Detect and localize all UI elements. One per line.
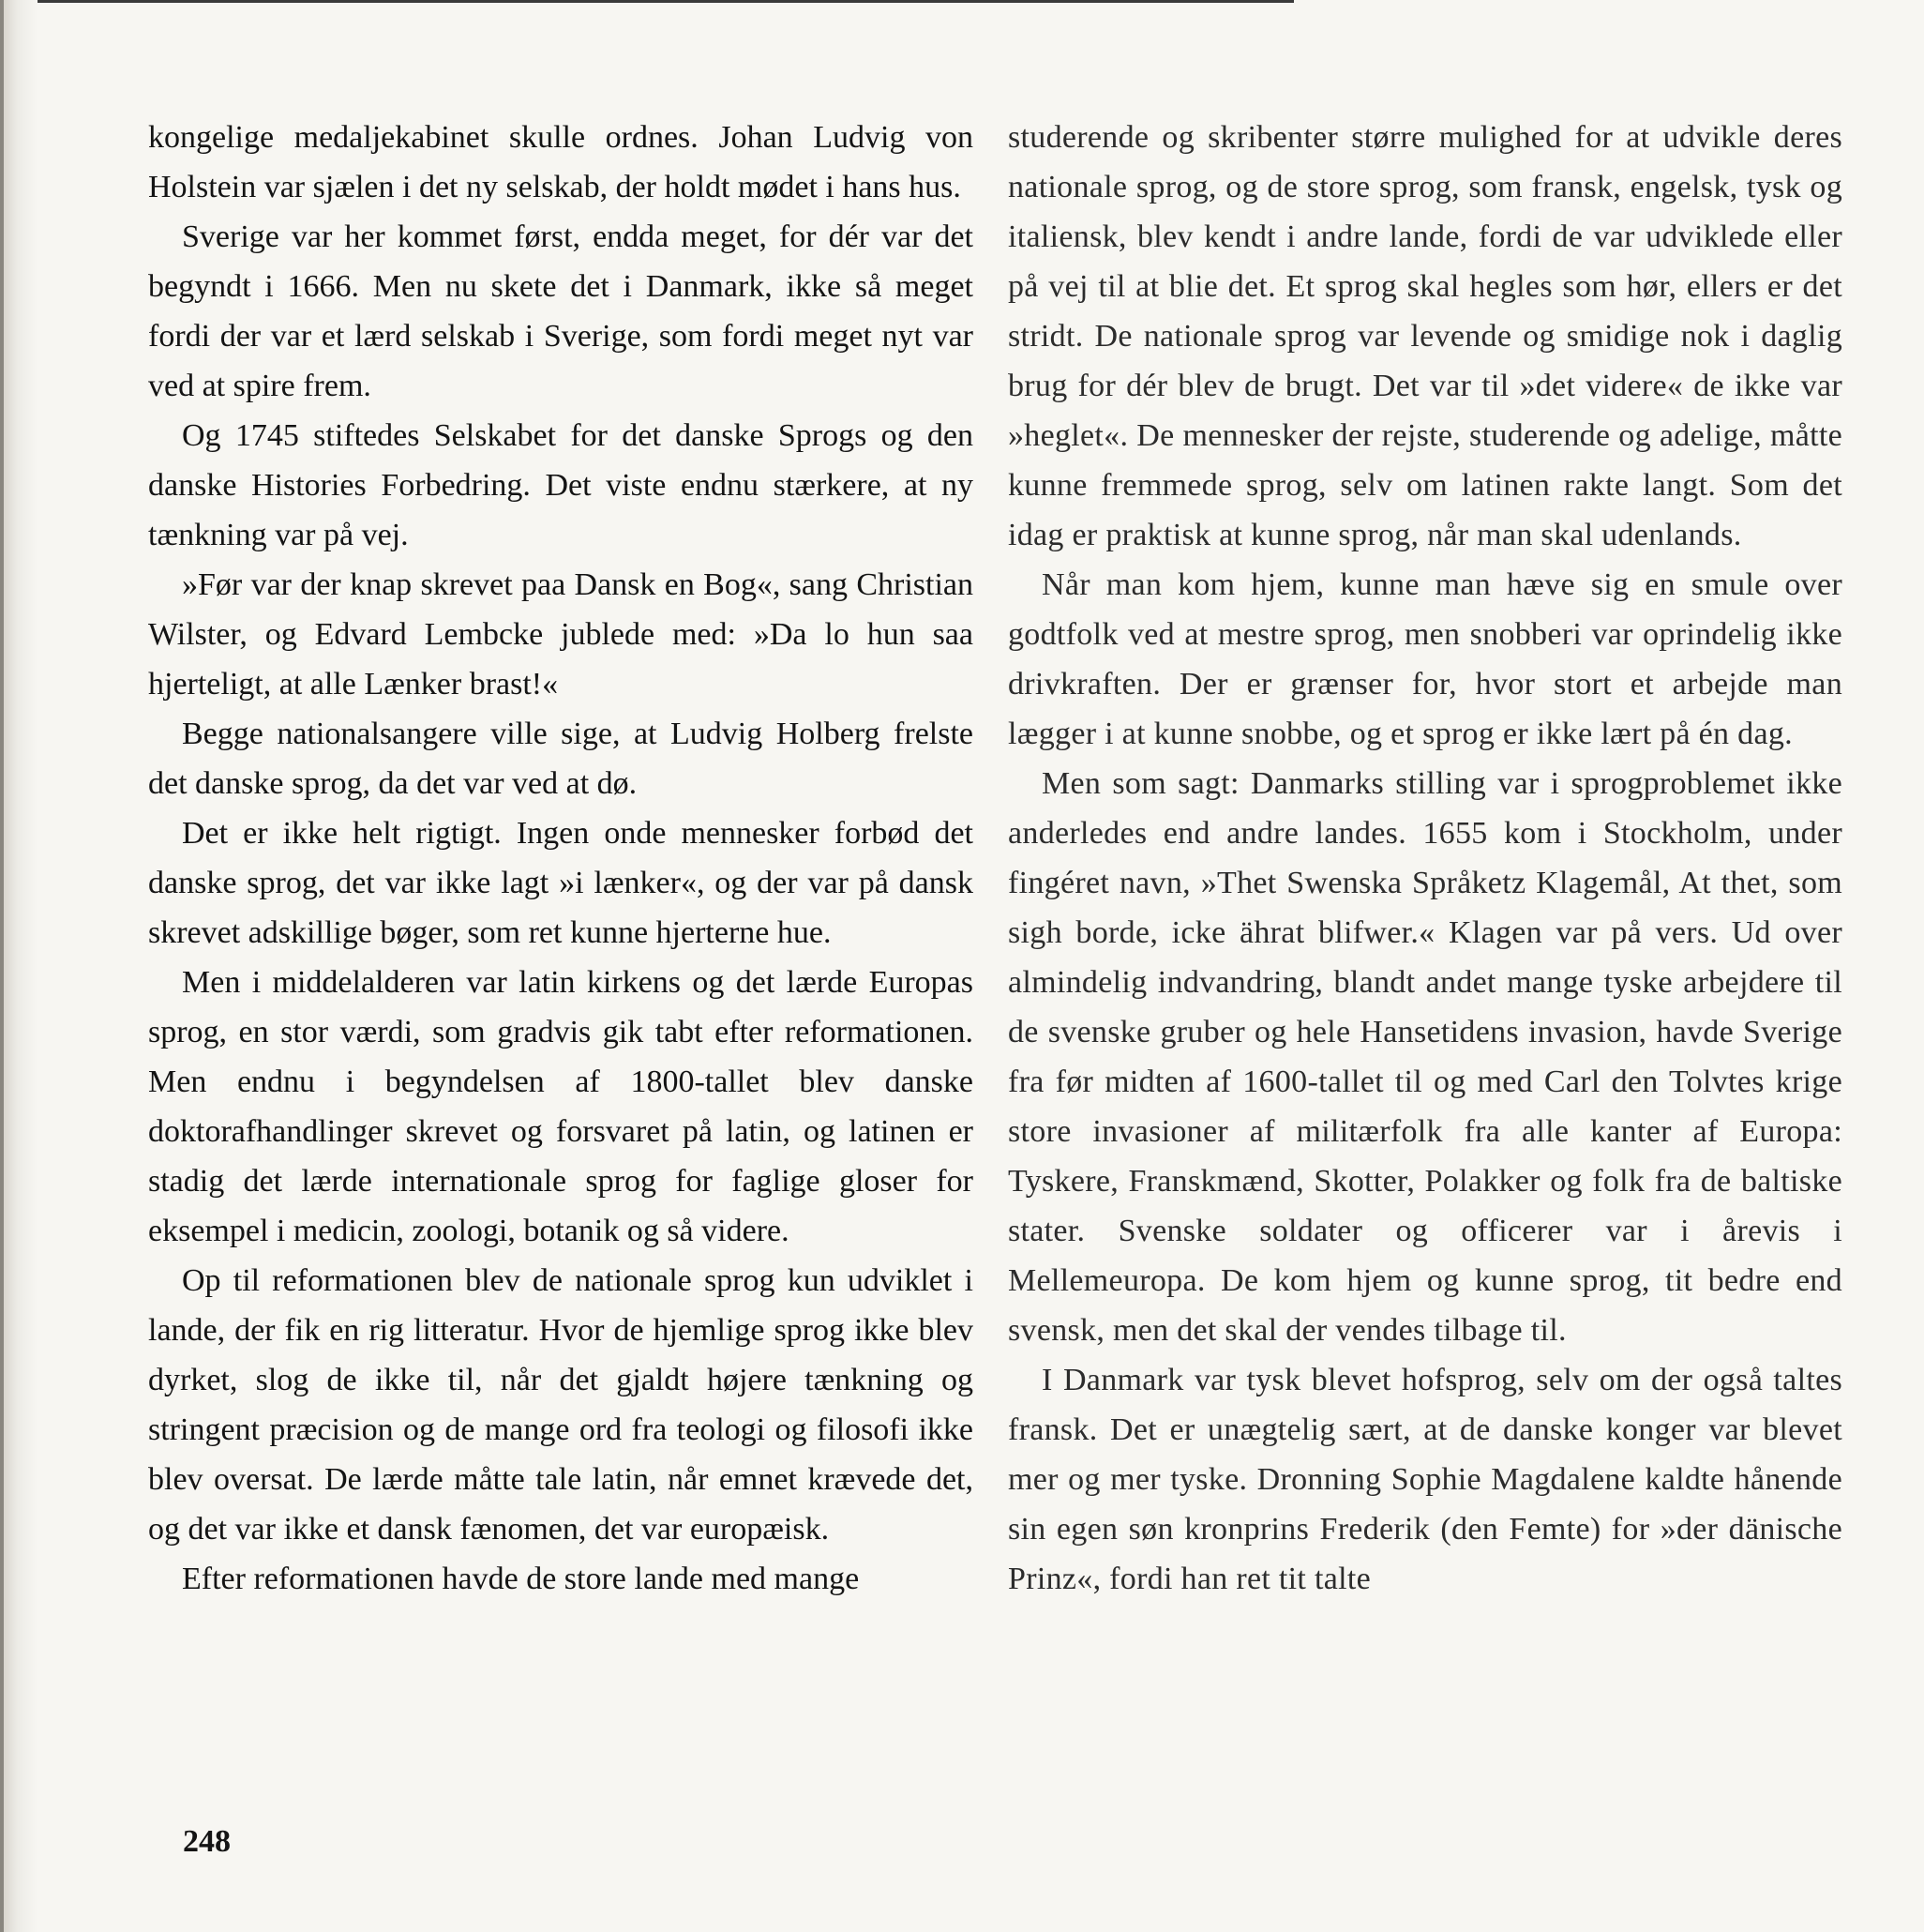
paragraph: Men som sagt: Danmarks stilling var i sprogproblemet ikke anderledes end andre landes. 1655 kom i Stockholm, under fingéret navn, »Thet Swenska Språketz Klagemål, At thet, som sigh borde, icke ährat blifwer.« Klagen var på vers. Ud over almindelig indvandring, blandt andet mange tyske arbejdere til de svenske gruber og hele Hansetidens invasion, havde Sverige fra før midten af 1600-tallet til og med Carl den Tolvtes krige store invasioner af militærfolk fra alle kanter af Europa: Tyskere, Franskmænd, Skotter, Polakker og folk fra de baltiske stater. Svenske soldater og officerer var i årevis i Mellemeuropa. De kom hjem og kunne sprog, tit bedre end svensk, men det skal der vendes tilbage til.: [1008, 766, 1842, 1348]
paragraph: Sverige var her kommet først, endda meget, for dér var det begyndt i 1666. Men nu skete det i Danmark, ikke så meget fordi der var et lærd selskab i Sverige, som fordi meget nyt var ved at spire frem.: [148, 219, 973, 403]
page-number: 248: [183, 1824, 231, 1859]
book-spine-edge: [0, 0, 38, 1932]
paragraph: Og 1745 stiftedes Selskabet for det danske Sprogs og den danske Histories Forbedring. Det viste endnu stærkere, at ny tænkning var på vej.: [148, 418, 973, 552]
paragraph: »Før var der knap skrevet paa Dansk en Bog«, sang Christian Wilster, og Edvard Lembcke jublede med: »Da lo hun saa hjerteligt, at alle Lænker brast!«: [148, 567, 973, 702]
paragraph: Op til reformationen blev de nationale sprog kun udviklet i lande, der fik en rig litteratur. Hvor de hjemlige sprog ikke blev dyrket, slog de ikke til, når det gjaldt højere tænkning og stringent præcision og de mange ord fra teologi og filosofi ikke blev oversat. De lærde måtte tale latin, når emnet krævede det, og det var ikke et dansk fænomen, det var europæisk.: [148, 1263, 973, 1547]
paragraph: kongelige medaljekabinet skulle ordnes. Johan Ludvig von Holstein var sjælen i det ny selskab, der holdt mødet i hans hus.: [148, 120, 973, 204]
right-text-column: [1008, 113, 1842, 1604]
paragraph: Det er ikke helt rigtigt. Ingen onde mennesker forbød det danske sprog, det var ikke lagt »i lænker«, og der var på dansk skrevet adskillige bøger, som ret kunne hjerterne hue.: [148, 816, 973, 950]
paragraph: Efter reformationen havde de store lande med mange: [182, 1562, 860, 1596]
paragraph: studerende og skribenter større mulighed for at udvikle deres nationale sprog, og de store sprog, som fransk, engelsk, tysk og italiensk, blev kendt i andre lande, fordi de var udviklede eller på vej til at blie det. Et sprog skal hegles som hør, ellers er det stridt. De nationale sprog var levende og smidige nok i daglig brug for dér blev de brugt. Det var til »det videre« de ikke var »heglet«. De mennesker der rejste, studerende og adelige, måtte kunne fremmede sprog, selv om latinen rakte langt. Som det idag er praktisk at kunne sprog, når man skal udenlands.: [1008, 120, 1842, 552]
paragraph: Når man kom hjem, kunne man hæve sig en smule over godtfolk ved at mestre sprog, men snobberi var oprindelig ikke drivkraften. Der er grænser for, hvor stort et arbejde man lægger i at kunne snobbe, og et sprog er ikke lært på én dag.: [1008, 567, 1842, 751]
left-text-column: [148, 113, 973, 1604]
paragraph: Begge nationalsangere ville sige, at Ludvig Holberg frelste det danske sprog, da det var ved at dø.: [148, 717, 973, 801]
paragraph: I Danmark var tysk blevet hofsprog, selv om der også taltes fransk. Det er unægtelig sært, at de danske konger var blevet mer og mer tyske. Dronning Sophie Magdalene kaldte hånende sin egen søn kronprins Frederik (den Femte) for »der dänische Prinz«, fordi han ret tit talte: [1008, 1363, 1842, 1596]
paragraph: Men i middelalderen var latin kirkens og det lærde Europas sprog, en stor værdi, som gradvis gik tabt efter reformationen. Men endnu i begyndelsen af 1800-tallet blev danske doktorafhandlinger skrevet og forsvaret på latin, og latinen er stadig det lærde internationale sprog for faglige gloser for eksempel i medicin, zoologi, botanik og så videre.: [148, 965, 973, 1248]
top-edge-line: [38, 0, 1294, 3]
